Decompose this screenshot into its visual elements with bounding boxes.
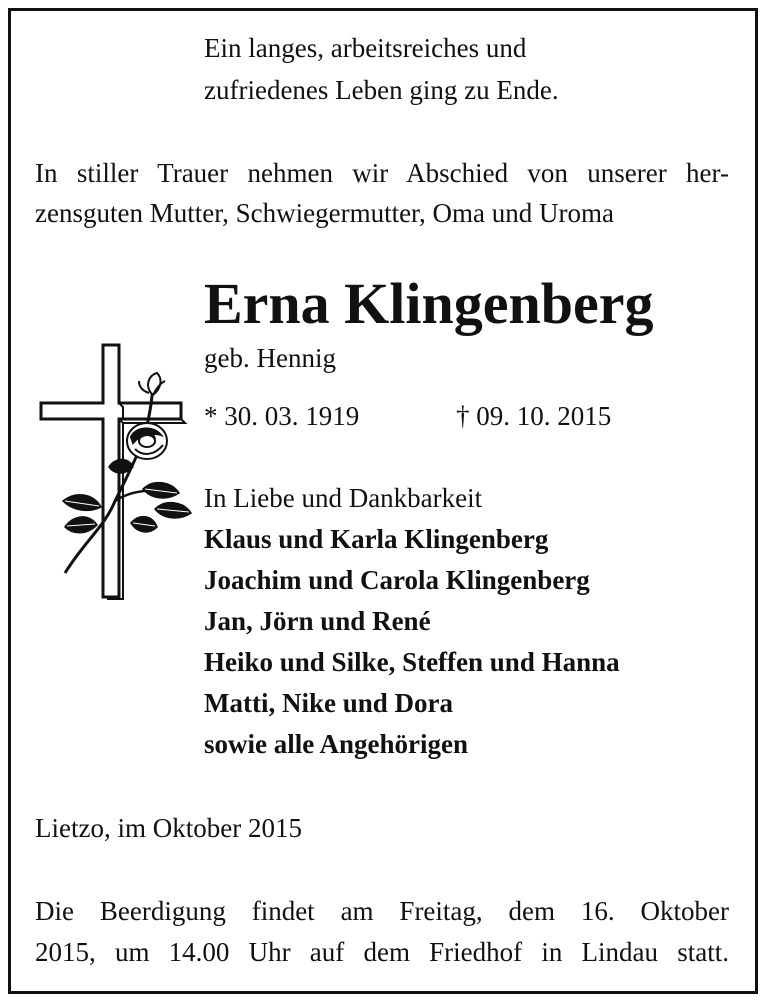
- maiden-name: geb. Hennig: [204, 343, 336, 373]
- mourner-name: Klaus und Karla Klingenberg: [204, 524, 549, 554]
- mourner-name: Jan, Jörn und René: [204, 606, 431, 636]
- mourner-name: Heiko und Silke, Steffen und Hanna: [204, 647, 620, 677]
- farewell-line-1: In stiller Trauer nehmen wir Abschied von unserer her-: [35, 158, 729, 188]
- intro-line-2: zufriedenes Leben ging zu Ende.: [204, 75, 559, 105]
- funeral-line-2: 2015, um 14.00 Uhr auf dem Friedhof in Lindau statt.: [35, 937, 729, 967]
- cross-with-rose-icon: [35, 341, 195, 611]
- birth-date: * 30. 03. 1919: [204, 401, 360, 431]
- funeral-line-1: Die Beerdigung findet am Freitag, dem 16. Oktober: [35, 896, 729, 926]
- obituary-notice: [8, 8, 758, 994]
- place-date: Lietzo, im Oktober 2015: [35, 813, 302, 843]
- mourner-name: Joachim und Carola Klingenberg: [204, 565, 590, 595]
- deceased-name: Erna Klingenberg: [204, 271, 654, 336]
- intro-line-1: Ein langes, arbeitsreiches und: [204, 33, 527, 63]
- mourners-intro: In Liebe und Dankbarkeit: [204, 483, 483, 513]
- farewell-line-2: zensguten Mutter, Schwiegermutter, Oma und Uroma: [35, 198, 614, 228]
- mourner-name: sowie alle Angehörigen: [204, 729, 468, 759]
- mourner-name: Matti, Nike und Dora: [204, 688, 453, 718]
- death-date: † 09. 10. 2015: [456, 401, 612, 431]
